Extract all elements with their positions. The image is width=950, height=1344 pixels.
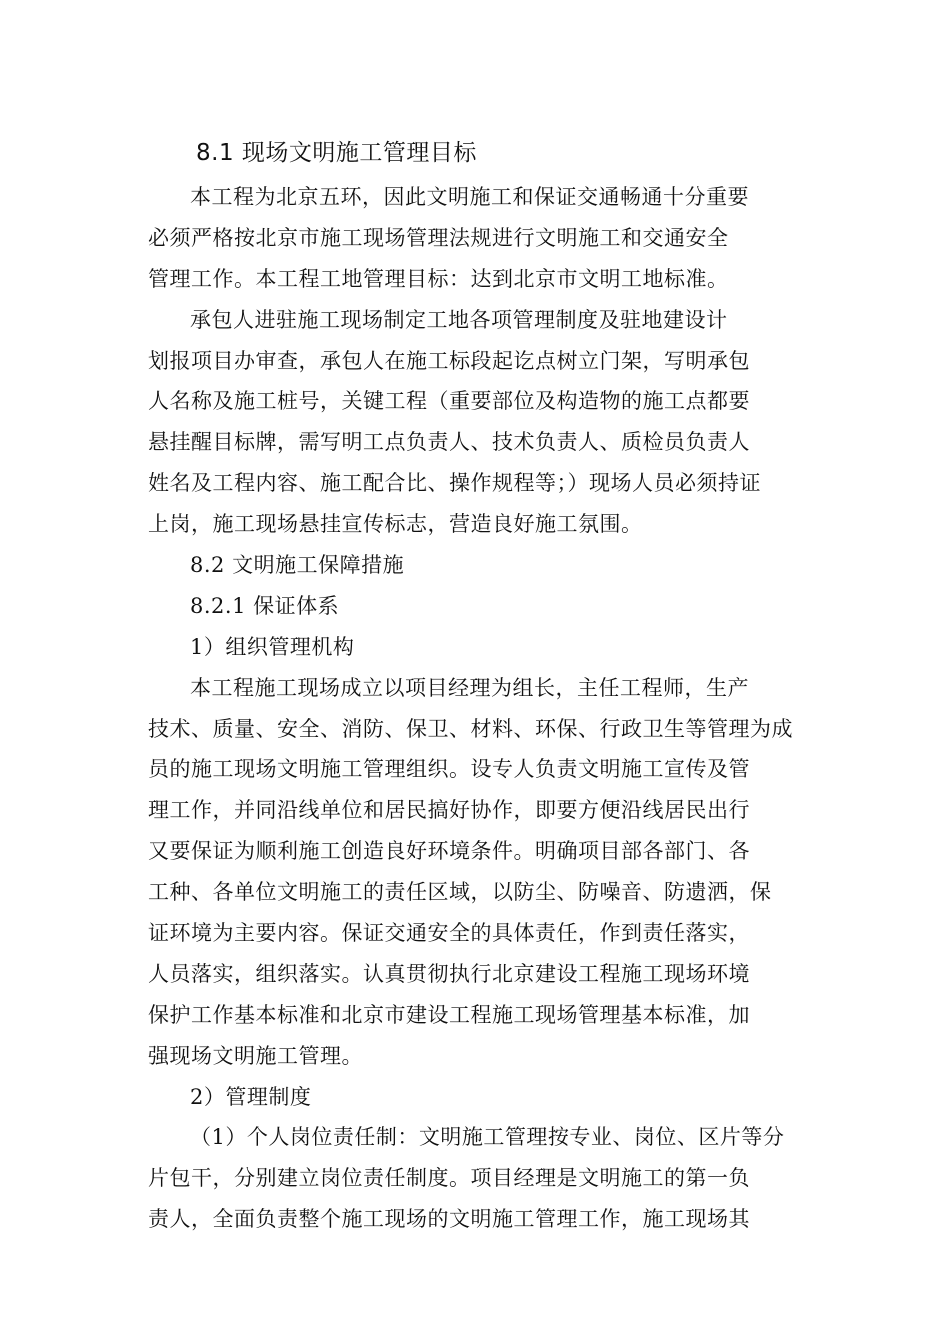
text-line: 悬挂醒目标牌，需写明工点负责人、技术负责人、质检员负责人 bbox=[148, 430, 750, 455]
text-line: 又要保证为顺利施工创造良好环境条件。明确项目部各部门、各 bbox=[148, 839, 750, 864]
text-line: 承包人进驻施工现场制定工地各项管理制度及驻地建设计 bbox=[190, 307, 728, 332]
text-line: 8.2.1 保证体系 bbox=[190, 593, 340, 618]
text-line: 责人，全面负责整个施工现场的文明施工管理工作，施工现场其 bbox=[148, 1207, 750, 1232]
text-line: 管理工作。本工程工地管理目标：达到北京市文明工地标准。 bbox=[148, 266, 729, 291]
text-line: 技术、质量、安全、消防、保卫、材料、环保、行政卫生等管理为成 bbox=[148, 716, 793, 741]
text-line: 1）组织管理机构 bbox=[190, 634, 355, 659]
text-line: 工种、各单位文明施工的责任区域，以防尘、防噪音、防遗洒，保 bbox=[148, 880, 772, 905]
text-line: （1）个人岗位责任制：文明施工管理按专业、岗位、区片等分 bbox=[190, 1125, 785, 1150]
text-line: 证环境为主要内容。保证交通安全的具体责任，作到责任落实， bbox=[148, 921, 750, 946]
text-line: 本工程为北京五环，因此文明施工和保证交通畅通十分重要 bbox=[190, 185, 749, 209]
text-line: 人员落实，组织落实。认真贯彻执行北京建设工程施工现场环境 bbox=[148, 961, 750, 986]
text-line: 员的施工现场文明施工管理组织。设专人负责文明施工宣传及管 bbox=[148, 757, 750, 782]
text-line: 上岗，施工现场悬挂宣传标志，营造良好施工氛围。 bbox=[148, 512, 643, 537]
section-heading: 8.1 现场文明施工管理目标 bbox=[196, 140, 477, 166]
text-line: 8.2 文明施工保障措施 bbox=[190, 553, 405, 578]
text-line: 人名称及施工桩号，关键工程（重要部位及构造物的施工点都要 bbox=[148, 389, 750, 414]
text-line: 理工作，并同沿线单位和居民搞好协作，即要方便沿线居民出行 bbox=[148, 798, 750, 823]
text-line: 强现场文明施工管理。 bbox=[148, 1043, 363, 1068]
text-line: 片包干，分别建立岗位责任制度。项目经理是文明施工的第一负 bbox=[148, 1166, 750, 1191]
text-line: 2）管理制度 bbox=[190, 1084, 312, 1109]
text-line: 划报项目办审查，承包人在施工标段起讫点树立门架，写明承包 bbox=[148, 348, 750, 373]
document-body bbox=[148, 177, 808, 1240]
text-line: 本工程施工现场成立以项目经理为组长，主任工程师，生产 bbox=[190, 675, 749, 700]
text-line: 保护工作基本标准和北京市建设工程施工现场管理基本标准，加 bbox=[148, 1002, 750, 1027]
text-line: 必须严格按北京市施工现场管理法规进行文明施工和交通安全 bbox=[148, 225, 729, 250]
text-line: 姓名及工程内容、施工配合比、操作规程等；）现场人员必须持证 bbox=[148, 471, 761, 496]
